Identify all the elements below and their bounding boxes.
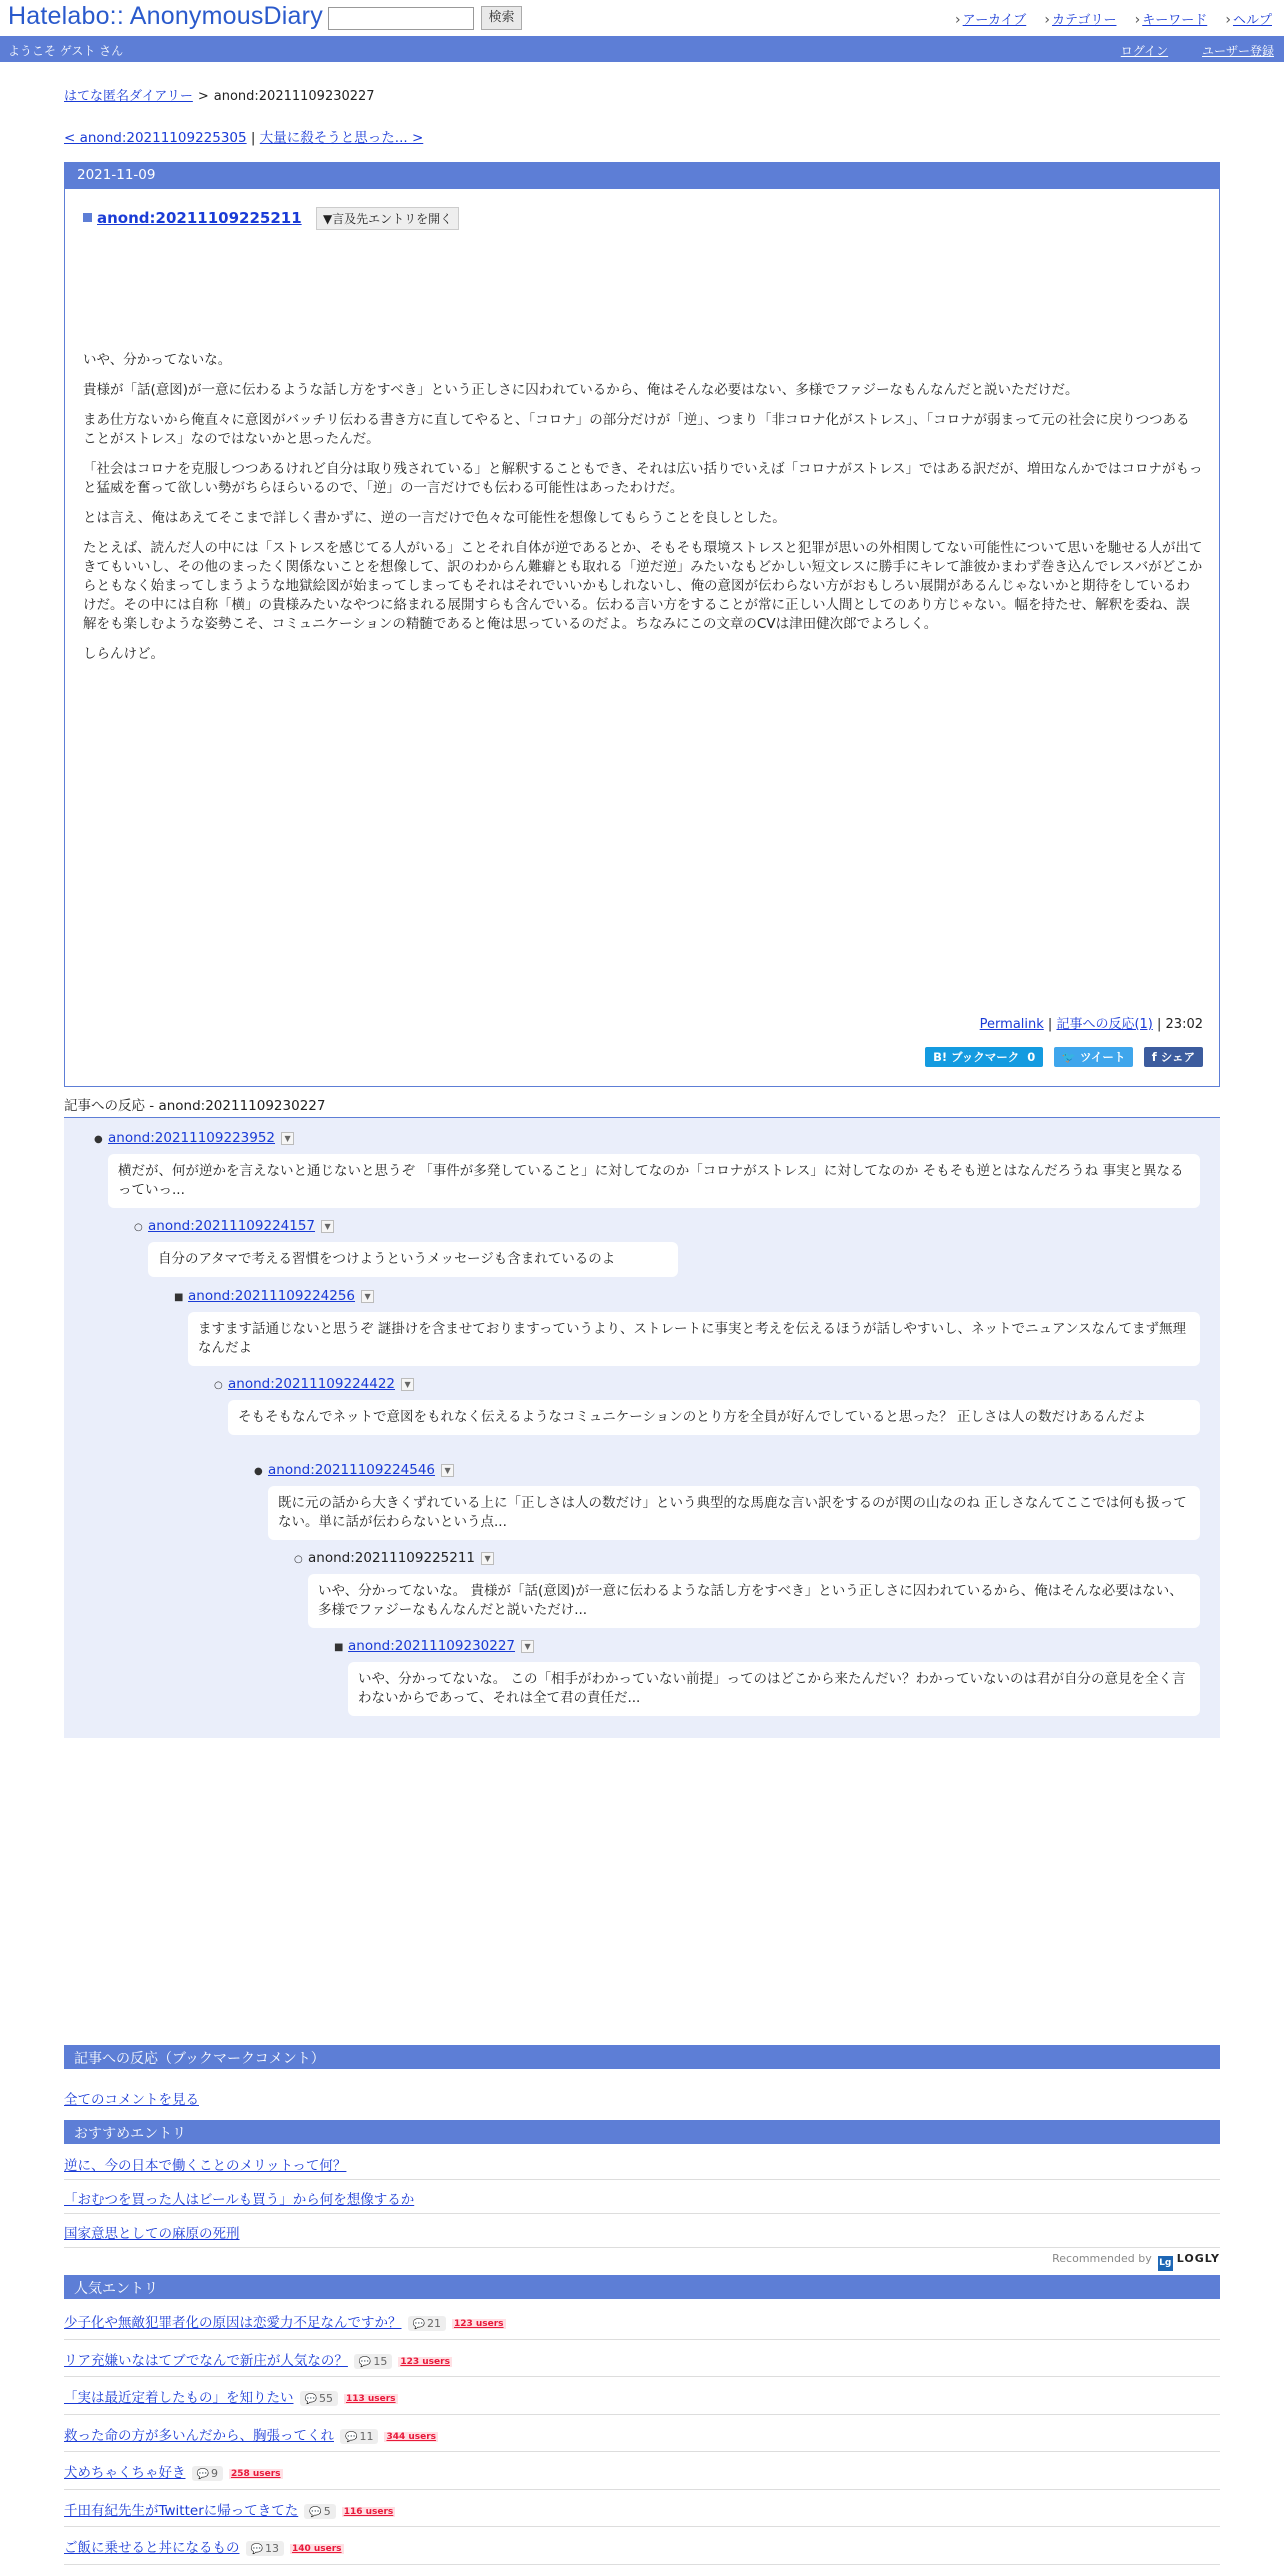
tree-node [294,1550,494,1566]
tree-node-link[interactable]: anond:20211109224546 [268,1462,436,1478]
dropdown-icon[interactable]: ▼ [441,1464,454,1477]
site-header [0,0,1284,36]
square-icon [83,213,92,222]
category-link[interactable]: › カテゴリー [1044,13,1116,28]
list-item [64,2527,1220,2565]
tree-node-link[interactable]: anond:20211109224157 [148,1218,316,1234]
top-links [941,9,1272,28]
entry-time: 23:02 [1165,1017,1203,1032]
entry-paragraph: たとえば、読んだ人の中には「ストレスを感じてる人がいる」ことそれ自体が逆であるとか、そもそも環境ストレスと犯罪が思いの外相関してない可能性について思いを馳せる人が出てきてもいいし、その他のまったく関係ないことを想像して、訳のわからん難癖とも取れる「逆だ逆」みたいなもどかしい短文レスに勝手にキレて誰彼かまわず巻き込んでレスバがどこからともなく始まってしまうような地獄絵図が始まってしまってもそれはそれでいいかもしれないし、俺の意図が伝わらない方がおもしろい展開があるんじゃないかと期待をしているわけだ。その中には自称「横」の貴様みたいなやつに絡まれる展開すらも含んでいる。伝わる言い方をすることが常に正しい人間としてのあり方じゃない。幅を持たせ、解釈を委ね、誤解をも楽しむような姿勢こそ、コミュニケーションの精髄であると俺は思っているのだよ。ちなみにこの文章のCVは津田健次郎でよろしく。 [83,540,1203,632]
tree-node-excerpt: いや、分かってないな。 貴様が「話(意図)が一意に伝わるような話し方をすべき」という正しさに囚われているから、俺はそんな必要はない、多様でファジーなもんなんだと説いただけ... [308,1574,1200,1628]
comment-count[interactable]: 💬 15 [354,2354,392,2369]
popular-header: 人気エントリ [64,2275,1220,2299]
breadcrumb [64,85,375,104]
recommended-header: おすすめエントリ [64,2120,1220,2144]
dropdown-icon[interactable]: ▼ [281,1132,294,1145]
share-label: シェア [1160,1050,1195,1064]
bookmark-count: 0 [1027,1050,1036,1064]
tweet-button[interactable] [1054,1047,1134,1067]
register-link[interactable]: ユーザー登録 [1201,44,1274,58]
tree-node-link[interactable]: anond:20211109223952 [108,1130,276,1146]
tree-node [334,1638,534,1654]
tree-node-excerpt: 既に元の話から大きくずれている上に「正しさは人の数だけ」という典型的な馬鹿な言い訳をするのが関の山なのね 正しさなんてここでは何も扱ってない。単に話が伝わらないという点... [268,1486,1200,1540]
entry-date: 2021-11-09 [65,163,1219,189]
entry-title-link[interactable]: anond:20211109225211 [97,209,302,227]
bullet-icon: ● [94,1134,103,1145]
comment-count[interactable]: 💬 11 [340,2429,378,2444]
tree-node-excerpt: ますます話通じないと思うぞ 謎掛けを含ませておりますっていうより、ストレートに事実と考えを伝えるほうが話しやすいし、ネットでニュアンスなんてまず無理なんだよ [188,1312,1200,1366]
bullet-icon: ■ [334,1642,344,1653]
entry-paragraph: 「社会はコロナを克服しつつあるけれど自分は取り残されている」と解釈することもでき、それは広い括りでいえば「コロナがストレス」ではある訳だが、増田なんかではコロナがもっと猛威を奮って欲しい勢がちらほらいるので、「逆」の一言だけでも伝わる可能性はあったわけだ。 [83,461,1203,496]
users-badge[interactable]: 116 users [343,2506,394,2517]
open-reference-button[interactable]: ▼言及先エントリを開く [316,207,459,230]
entry-paragraph: 貴様が「話(意図)が一意に伝わるような話し方をすべき」という正しさに囚われているから、俺はそんな必要はない、多様でファジーなもんなんだと説いただけだ。 [83,382,1079,398]
search-button[interactable]: 検索 [481,6,522,30]
bullet-icon: ■ [174,1292,184,1303]
bird-icon: 🐦 [1061,1050,1076,1064]
facebook-share-button[interactable] [1144,1047,1203,1067]
users-badge[interactable]: 123 users [400,2356,450,2367]
list-item [64,2302,1220,2340]
comment-count[interactable]: 💬 13 [246,2541,284,2556]
breadcrumb-home[interactable]: はてな匿名ダイアリー [64,89,193,104]
reaction-tree-title: 記事への反応 - anond:20211109230227 [64,1094,1220,1118]
hatena-bookmark-button[interactable] [925,1047,1043,1067]
list-item [64,2415,1220,2453]
site-logo[interactable]: Hatelabo:: AnonymousDiary [8,2,323,30]
login-link[interactable]: ログイン [1120,44,1169,58]
entry-paragraph: まあ仕方ないから俺直々に意図がバッチリ伝わる書き方に直してやると、「コロナ」の部分だけが「逆」、つまり「非コロナ化がストレス」、「コロナが弱まって元の社会に戻りつつあることがストレス」なのではないかと思ったんだ。 [83,412,1190,447]
entry-nav [64,126,423,146]
popular-link[interactable]: 犬めちゃくちゃ好き [64,2465,186,2481]
list-item [64,2146,1220,2180]
list-item [64,2452,1220,2490]
tree-node-current: anond:20211109225211 [308,1550,476,1566]
users-badge[interactable]: 258 users [230,2469,281,2479]
bookmark-label: B! ブックマーク [933,1050,1020,1064]
entry-footer: Permalink | 記事への反応(1) | 23:02 [979,1017,1203,1032]
tree-node-excerpt: 横だが、何が逆かを言えないと通じないと思うぞ 「事件が多発していること」に対してなのか「コロナがストレス」に対してなのか そもそも逆とはなんだろうね 事実と異なるっていっ... [108,1154,1200,1208]
logly-logo: LOGLY [1176,2252,1220,2265]
popular-link[interactable]: ご飯に乗せると丼になるもの [64,2540,240,2556]
entry-title-row [83,207,459,230]
list-item [64,2340,1220,2378]
archive-link[interactable]: › アーカイブ [955,13,1026,28]
tree-node [214,1376,414,1392]
search-input[interactable] [328,7,474,30]
logly-credit[interactable] [1052,2252,1220,2271]
permalink[interactable]: Permalink [979,1017,1044,1032]
popular-link[interactable]: 救った命の方が多いんだから、胸張ってくれ [64,2427,334,2444]
tree-node-excerpt: いや、分かってないな。 この「相手がわかっていない前提」ってのはどこから来たんだい？わかっていないのは君が自分の意見を全く言わないからであって、それは全て君の責任だ... [348,1662,1200,1716]
dropdown-icon[interactable]: ▼ [481,1552,494,1565]
users-badge[interactable]: 113 users [345,2394,396,2404]
dropdown-icon[interactable]: ▼ [321,1220,334,1233]
bookmark-comments-header: 記事への反応（ブックマークコメント） [64,2045,1220,2069]
dropdown-icon[interactable]: ▼ [521,1640,534,1653]
comment-count[interactable]: 💬 9 [192,2466,223,2481]
tree-node-link[interactable]: anond:20211109224256 [188,1288,356,1304]
nav-sep: | [250,130,256,146]
facebook-icon: f [1151,1050,1157,1064]
all-comments-link[interactable]: 全てのコメントを見る [64,2092,199,2108]
tree-node-link[interactable]: anond:20211109224422 [228,1376,396,1392]
entry-body [83,351,1203,675]
prev-entry-link[interactable]: < anond:20211109225305 [64,130,247,146]
popular-list [64,2302,1220,2565]
comment-count[interactable]: 💬 21 [408,2316,446,2331]
entry-paragraph: とは言え、俺はあえてそこまで詳しく書かずに、逆の一言だけで色々な可能性を想像してもらうことを良しとした。 [83,510,786,526]
user-bar [0,36,1284,62]
next-entry-link[interactable]: 大量に殺そうと思った... > [259,130,424,146]
popular-link[interactable]: 少子化や無敵犯罪者化の原因は恋愛力不足なんですか？ [64,2315,402,2331]
breadcrumb-current: anond:20211109230227 [213,89,375,104]
entry-paragraph: しらんけど。 [83,646,164,662]
tree-node-excerpt: そもそもなんでネットで意図をもれなく伝えるようなコミュニケーションのとり方を全員が好んでしていると思った？ 正しさは人の数だけあるんだよ [228,1400,1200,1435]
tree-node-link[interactable]: anond:20211109230227 [348,1638,516,1654]
list-item [64,2490,1220,2528]
reaction-tree [64,1118,1220,1738]
tree-node [94,1130,294,1146]
recommended-list [64,2146,1220,2248]
comment-count[interactable]: 💬 5 [304,2504,335,2519]
recommended-link[interactable]: 逆に、今の日本で働くことのメリットって何？ [64,2158,347,2174]
bullet-icon: ● [254,1466,263,1477]
recommended-link[interactable]: 国家意思としての麻原の死刑 [64,2226,240,2242]
popular-link[interactable]: リア充嫌いなはてブでなんで新庄が人気なの？ [64,2352,348,2369]
welcome-text: ようこそ ゲスト さん [8,44,124,58]
keyword-link[interactable]: › キーワード [1135,13,1208,28]
bullet-icon: ○ [214,1380,223,1391]
help-link[interactable]: › ヘルプ [1225,13,1272,28]
popular-link[interactable]: 千田有紀先生がTwitterに帰ってきてた [64,2502,299,2519]
entry-paragraph: いや、分かってないな。 [83,352,232,368]
dropdown-icon[interactable]: ▼ [401,1378,414,1391]
dropdown-icon[interactable]: ▼ [361,1290,374,1303]
users-badge[interactable]: 140 users [291,2544,342,2554]
users-badge[interactable]: 123 users [453,2319,504,2329]
tree-node-excerpt: 自分のアタマで考える習慣をつけようというメッセージも含まれているのよ [148,1242,678,1277]
recommended-by: Recommended by [1052,2252,1152,2265]
list-item [64,2377,1220,2415]
tree-node [254,1462,454,1478]
reactions-link[interactable]: 記事への反応(1) [1056,1017,1153,1032]
bullet-icon: ○ [294,1554,303,1565]
tree-node [134,1218,334,1234]
popular-link[interactable]: 「実は最近定着したもの」を知りたい [64,2390,294,2406]
list-item [64,2180,1220,2214]
entry-box [64,162,1220,1087]
bullet-icon: ○ [134,1222,143,1233]
users-badge[interactable]: 344 users [386,2431,437,2442]
breadcrumb-sep: > [197,89,209,104]
tweet-label: ツイート [1079,1050,1126,1064]
tree-node [174,1288,374,1304]
list-item [64,2214,1220,2248]
recommended-link[interactable]: 「おむつを買った人はビールも買う」から何を想像するか [64,2192,415,2208]
logly-icon: Lg [1158,2256,1173,2271]
share-buttons [919,1047,1203,1067]
comment-count[interactable]: 💬 55 [300,2391,338,2406]
